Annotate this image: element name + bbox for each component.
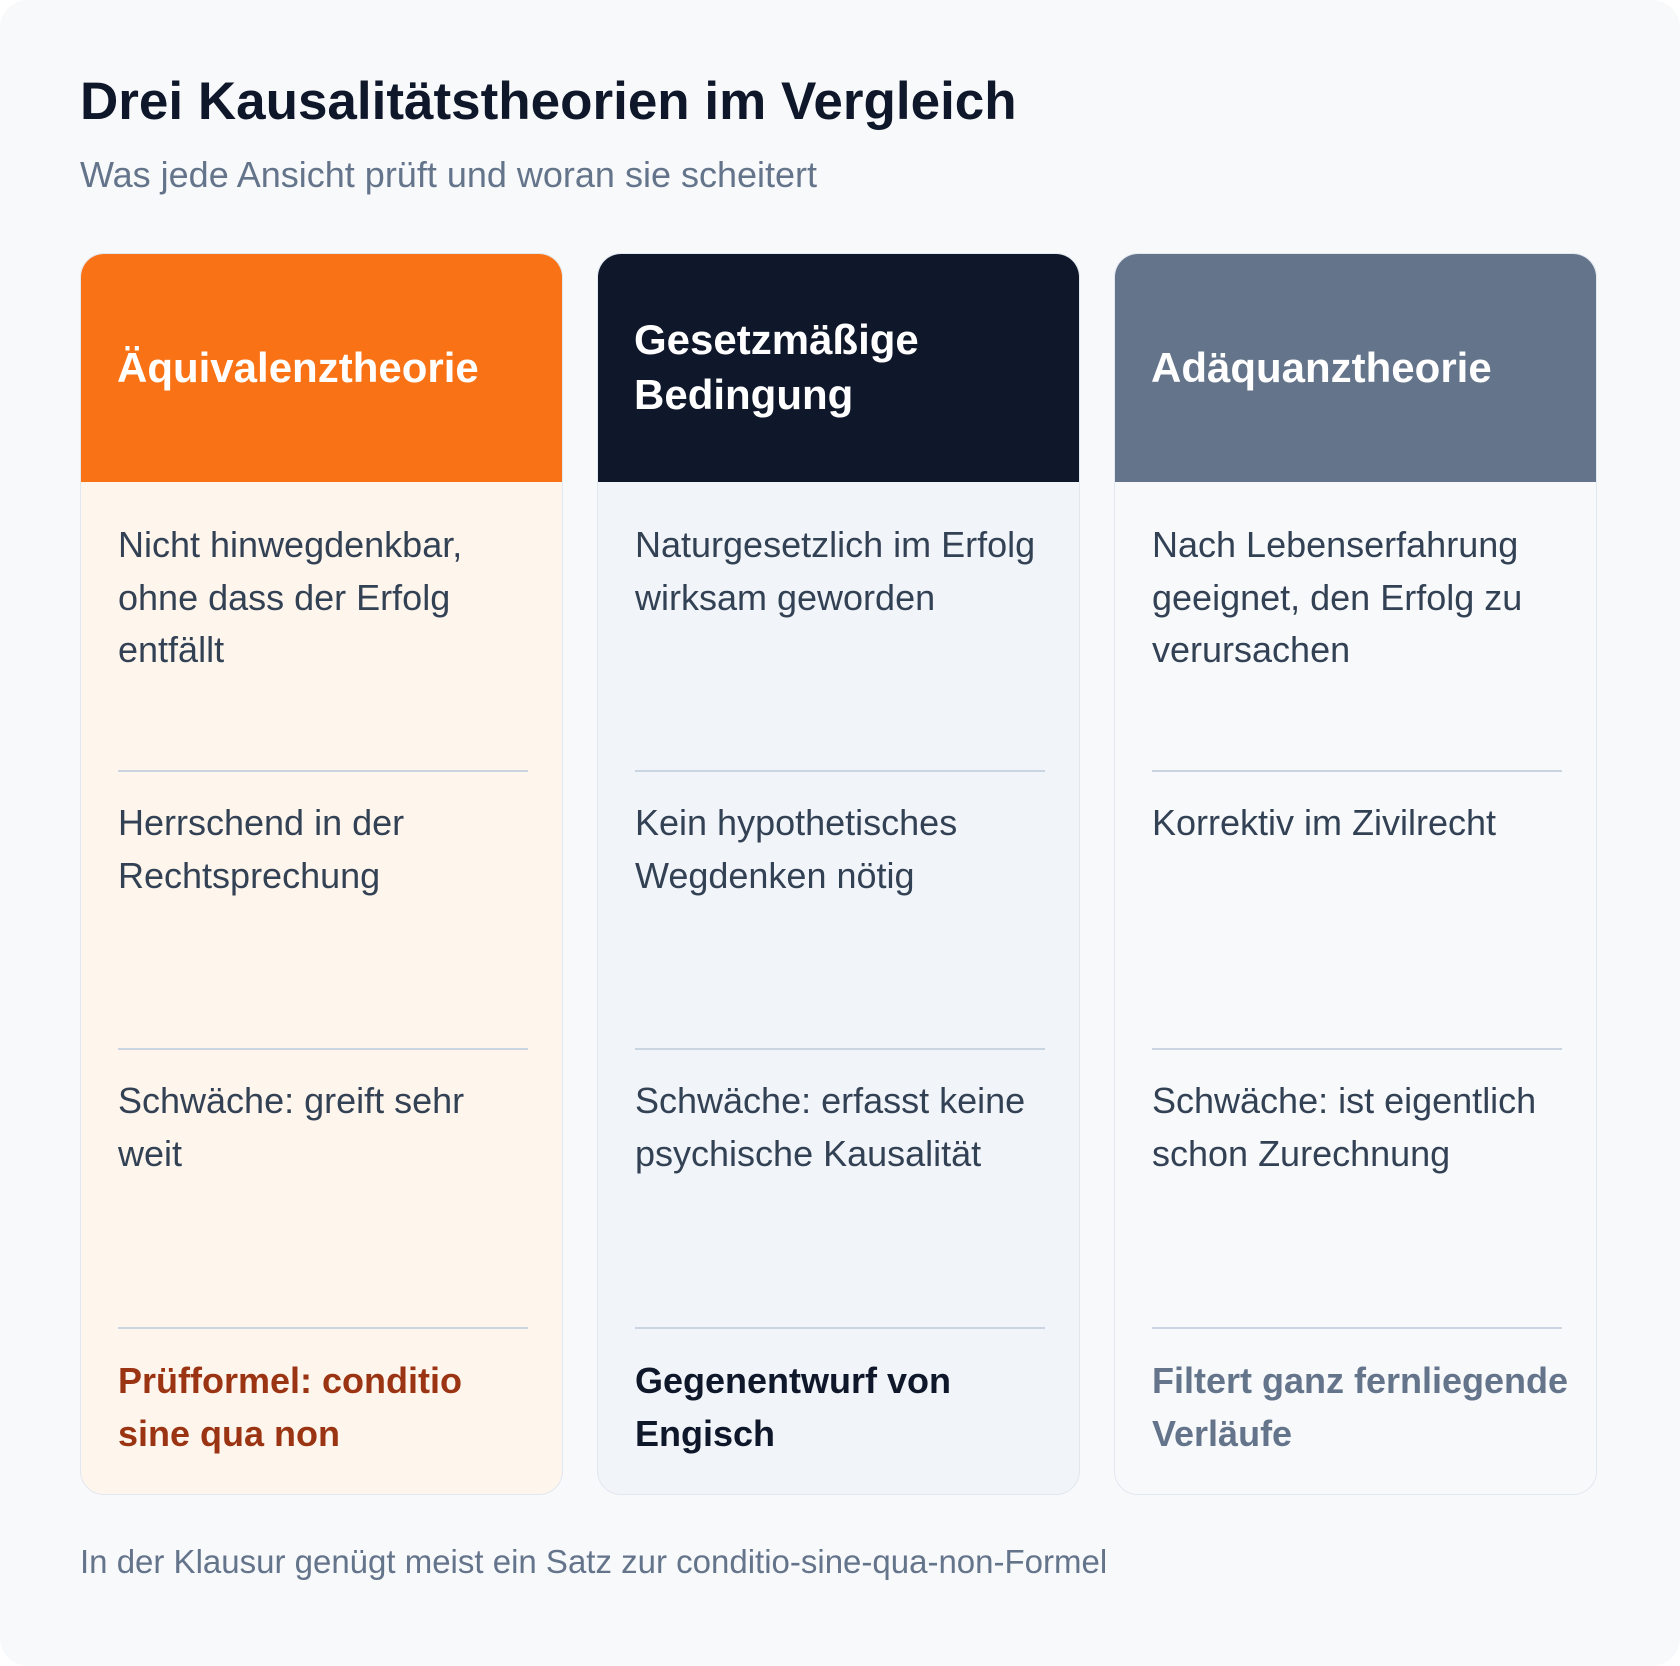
card-test: Nicht hinwegdenkbar, ohne dass der Erfolg entfällt xyxy=(118,524,463,671)
divider xyxy=(1152,1327,1562,1329)
card-test: Naturgesetzlich im Erfolg wirksam geworden xyxy=(635,524,1036,618)
divider xyxy=(1152,770,1562,772)
card-weakness: Schwäche: greift sehr weit xyxy=(118,1080,465,1174)
divider xyxy=(118,1048,528,1050)
card-header xyxy=(1115,254,1596,482)
card-adaequanztheorie xyxy=(1114,253,1597,1495)
card-note: Prüfformel: conditio sine qua non xyxy=(118,1360,462,1454)
footer-note: In der Klausur genügt meist ein Satz zur conditio-sine-qua-non-Formel xyxy=(80,1543,1108,1580)
card-header xyxy=(598,254,1079,482)
divider xyxy=(635,1327,1045,1329)
divider xyxy=(118,770,528,772)
divider xyxy=(635,1048,1045,1050)
card-status: Korrektiv im Zivilrecht xyxy=(1152,802,1497,843)
card-weakness: Schwäche: erfasst keine psychische Kausalität xyxy=(635,1080,1026,1174)
card-gesetzmaessige-bedingung xyxy=(597,253,1080,1495)
card-header xyxy=(81,254,562,482)
card-aequivalenztheorie xyxy=(80,253,563,1495)
divider xyxy=(118,1327,528,1329)
card-title: Adäquanztheorie xyxy=(1151,343,1492,391)
card-note: Gegenentwurf von Engisch xyxy=(635,1360,952,1454)
card-test: Nach Lebenserfahrung geeignet, den Erfolg zu verursachen xyxy=(1152,524,1523,671)
divider xyxy=(635,770,1045,772)
card-status: Kein hypothetisches Wegdenken nötig xyxy=(635,802,958,896)
divider xyxy=(1152,1048,1562,1050)
page-subtitle: Was jede Ansicht prüft und woran sie scheitert xyxy=(80,154,818,195)
card-weakness: Schwäche: ist eigentlich schon Zurechnung xyxy=(1152,1080,1537,1174)
card-title: Gesetzmäßige Bedingung xyxy=(634,316,919,418)
card-status: Herrschend in der Rechtsprechung xyxy=(118,802,405,896)
page-title: Drei Kausalitätstheorien im Vergleich xyxy=(80,72,1017,131)
card-note: Filtert ganz fernliegende Verläufe xyxy=(1152,1360,1569,1454)
card-title: Äquivalenztheorie xyxy=(117,343,479,391)
